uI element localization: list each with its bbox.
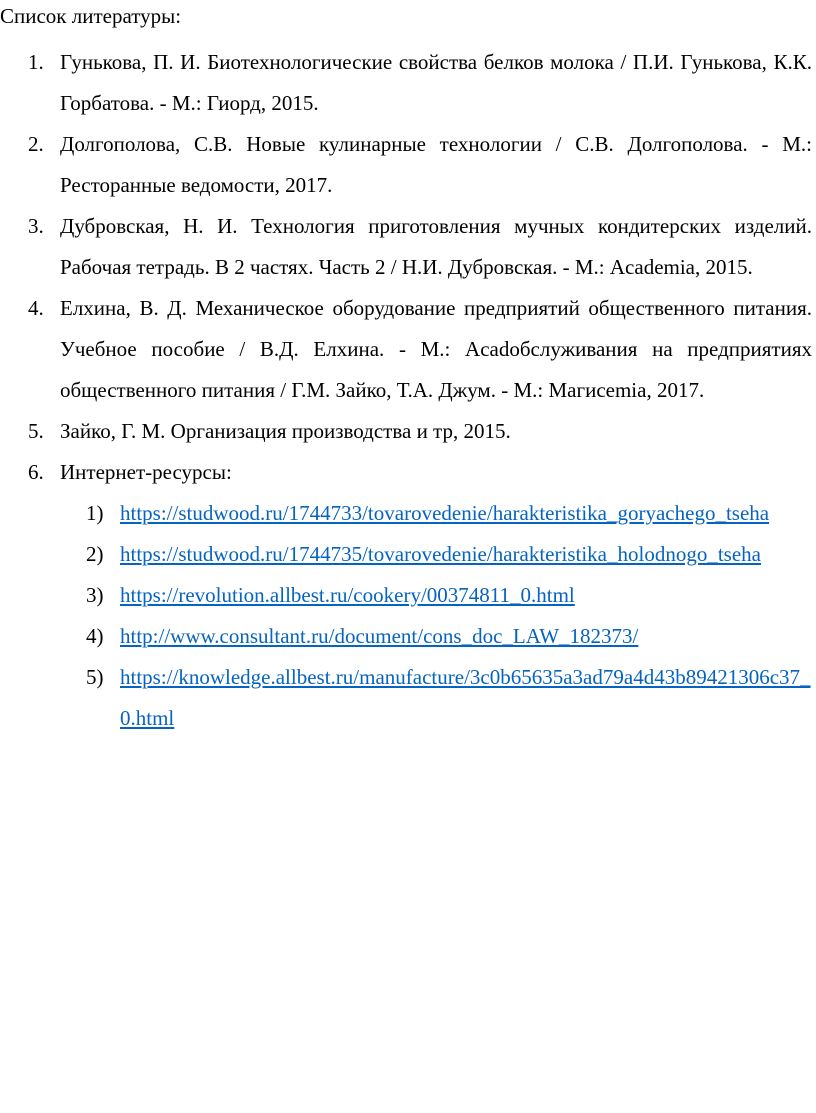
reference-number: 2. (28, 132, 44, 156)
reference-text: Дубровская, Н. И. Технология приготовления мучных кондитерских изделий. Рабочая тетрадь. В 2 частях. Часть 2 / Н.И. Дубровская. - М.: Academia, 2015. (60, 214, 812, 279)
reference-item-1 (0, 42, 816, 124)
resource-link[interactable]: https://studwood.ru/1744733/tovarovedenie/harakteristika_goryachego_tseha (120, 501, 770, 525)
reference-number: 3. (28, 214, 44, 238)
reference-item-3 (0, 206, 816, 288)
resource-link[interactable]: https://revolution.allbest.ru/cookery/00374811_0.html (120, 583, 575, 607)
internet-resources-list (60, 493, 812, 739)
reference-item-4 (0, 288, 816, 411)
reference-text: Интернет-ресурсы: (60, 460, 232, 484)
internet-resource-item-4 (60, 616, 812, 657)
resource-link[interactable]: https://knowledge.allbest.ru/manufacture/3c0b65635a3ad79a4d43b89421306c37_0.html (120, 665, 811, 730)
bibliography-heading: Список литературы: (0, 4, 182, 28)
internet-resource-item-2 (60, 534, 812, 575)
resource-number: 3) (86, 583, 104, 607)
internet-resource-item-3 (60, 575, 812, 616)
resource-link[interactable]: https://studwood.ru/1744735/tovarovedenie/harakteristika_holodnogo_tseha (120, 542, 761, 566)
resource-link[interactable]: http://www.consultant.ru/document/cons_doc_LAW_182373/ (120, 624, 639, 648)
reference-number: 4. (28, 296, 44, 320)
reference-number: 5. (28, 419, 44, 443)
reference-item-5 (0, 411, 816, 452)
reference-item-2 (0, 124, 816, 206)
reference-list (0, 42, 816, 739)
resource-number: 2) (86, 542, 104, 566)
reference-number: 6. (28, 460, 44, 484)
internet-resource-item-5 (60, 657, 812, 739)
resource-number: 4) (86, 624, 104, 648)
resource-number: 5) (86, 665, 104, 689)
reference-number: 1. (28, 50, 44, 74)
internet-resource-item-1 (60, 493, 812, 534)
resource-number: 1) (86, 501, 104, 525)
reference-text: Зайко, Г. М. Организация производства и тр, 2015. (60, 419, 511, 443)
reference-text: Гунькова, П. И. Биотехнологические свойства белков молока / П.И. Гунькова, К.К. Горбатова. - М.: Гиорд, 2015. (60, 50, 812, 115)
reference-text: Елхина, В. Д. Механическое оборудование предприятий общественного питания. Учебное пособие / В.Д. Елхина. - М.: Acadобслуживания на предприятиях общественного питания / Г.М. Зайко, Т.А. Джум. - М.: Магисemia, 2017. (60, 296, 812, 402)
reference-item-6 (0, 452, 816, 739)
reference-text: Долгополова, С.В. Новые кулинарные технологии / С.В. Долгополова. - М.: Ресторанные ведомости, 2017. (60, 132, 812, 197)
